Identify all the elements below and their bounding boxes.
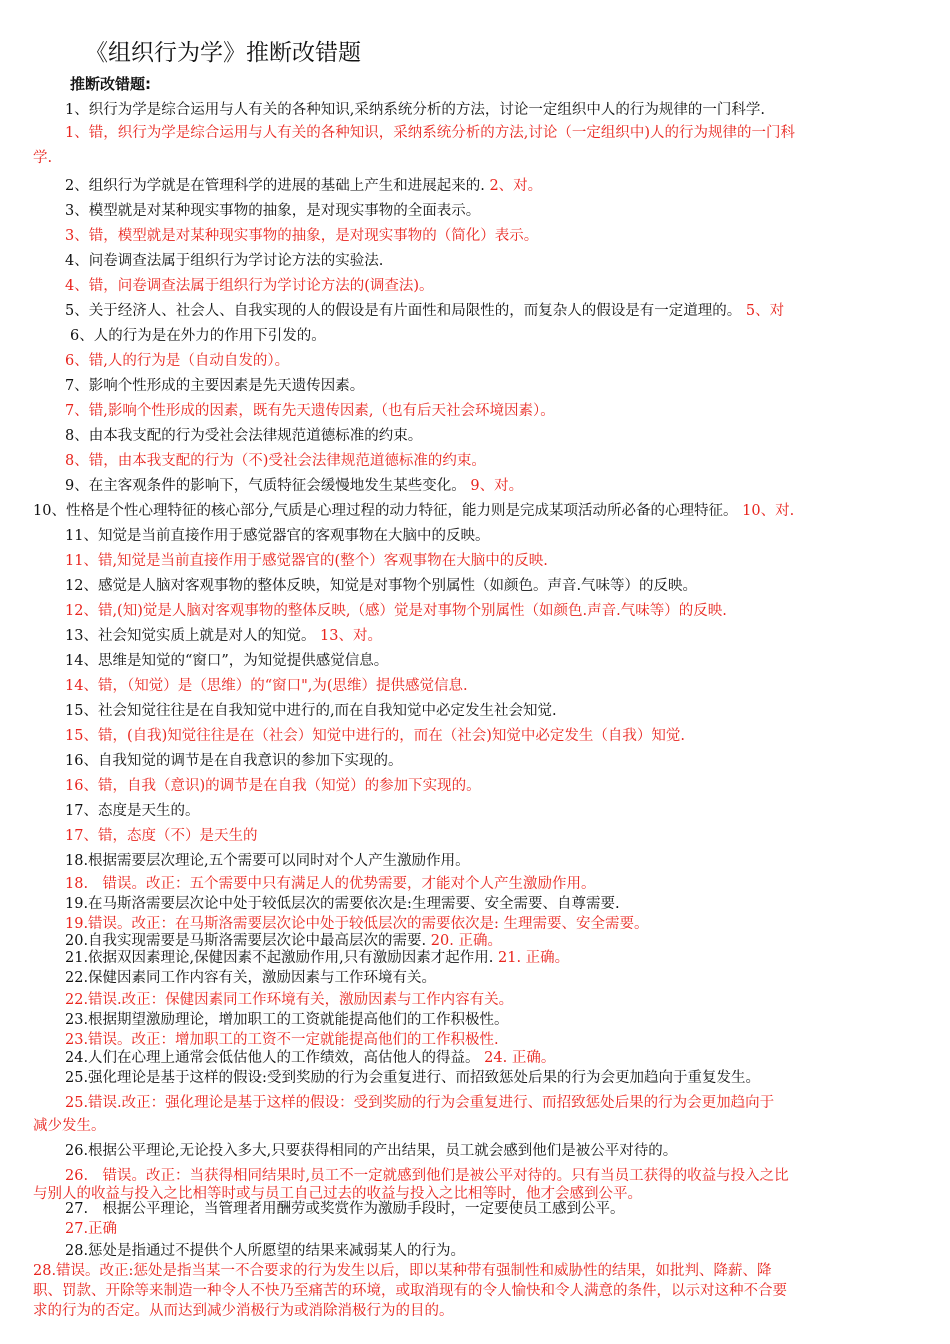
line-text: 27. 根据公平理论，当管理者用酬劳或奖赏作为激励手段时，一定要使员工感到公平。 (65, 1201, 625, 1217)
line-text: 22.保健因素同工作内容有关，激励因素与工作环境有关。 (65, 970, 437, 986)
line-text: 24.人们在心理上通常会低估他人的工作绩效，高估他人的得益。 (65, 1050, 480, 1066)
answer-line (65, 125, 795, 142)
line-text: 4、问卷调查法属于组织行为学讨论方法的实验法. (65, 253, 384, 269)
answer-line (65, 828, 257, 845)
question-line (65, 203, 480, 220)
line-text: 6、错,人的行为是（自动自发的）。 (65, 353, 290, 369)
answer-line (33, 1263, 771, 1280)
answer-line (65, 603, 727, 620)
question-line (65, 950, 569, 967)
line-text: 12、错,(知)觉是人脑对客观事物的整体反映,（感）觉是对事物个别属性（如颜色.声音.气味等）的反映. (65, 603, 727, 619)
line-text: 19.错误。改正：在马斯洛需要层次论中处于较低层次的需要依次是: 生理需要、安全需要。 (65, 916, 649, 932)
line-text: 25.强化理论是基于这样的假设:受到奖励的行为会重复进行、而招致惩处后果的行为会更加趋向于重复发生。 (65, 1070, 760, 1086)
line-text: 3、模型就是对某种现实事物的抽象，是对现实事物的全面表示。 (65, 203, 481, 219)
line-text: 7、影响个性形成的主要因素是先天遗传因素。 (65, 378, 365, 394)
question-line (65, 970, 436, 987)
line-text: 3、错，模型就是对某种现实事物的抽象，是对现实事物的（简化）表示。 (65, 228, 539, 244)
question-line (65, 803, 199, 820)
line-text: 1、织行为学是综合运用与人有关的各种知识,采纳系统分析的方法，讨论一定组织中人的行为规律的一门科学. (65, 102, 765, 118)
line-text: 与别人的收益与投入之比相等时或与员工自己过去的收益与投入之比相等时，他才会感到公平。 (33, 1186, 642, 1202)
line-text: 15、错，(自我)知觉往往是在（社会）知觉中进行的，而在（社会)知觉中必定发生（自我）知觉. (65, 728, 686, 744)
answer-line (33, 1283, 787, 1300)
answer-line (65, 1032, 499, 1049)
line-text: 8、由本我支配的行为受社会法律规范道德标准的约束。 (65, 428, 423, 444)
question-line (65, 1050, 555, 1067)
line-text: 13、社会知觉实质上就是对人的知觉。 (65, 628, 316, 644)
line-text: 28.惩处是指通过不提供个人所愿望的结果来减弱某人的行为。 (65, 1243, 466, 1259)
line-text: 15、社会知觉往往是在自我知觉中进行的,而在自我知觉中必定发生社会知觉. (65, 703, 557, 719)
inline-answer: 5、对 (741, 303, 785, 319)
line-text: 职、罚款、开除等来制造一种令人不快乃至痛苦的环境，或取消现有的令人愉快和令人满意的条件，以示对这种不合要 (33, 1283, 787, 1299)
question-line (65, 1070, 760, 1087)
line-text: 16、错，自我（意识)的调节是在自我（知觉）的参加下实现的。 (65, 778, 481, 794)
answer-line (65, 678, 468, 695)
inline-answer: 2、对。 (484, 178, 543, 194)
inline-answer: 20. 正确。 (426, 933, 502, 949)
question-line (65, 703, 557, 720)
question-line (65, 528, 489, 545)
answer-line (65, 1168, 789, 1185)
line-text: 7、错,影响个性形成的因素，既有先天遗传因素,（也有后天社会环境因素）。 (65, 403, 555, 419)
question-line (65, 1143, 677, 1160)
question-line (65, 428, 422, 445)
answer-line (65, 992, 513, 1009)
line-text: 23.根据期望激励理论，增加职工的工资就能提高他们的工作积极性。 (65, 1012, 509, 1028)
line-text: 16、自我知觉的调节是在自我意识的参加下实现的。 (65, 753, 403, 769)
line-text: 5、关于经济人、社会人、自我实现的人的假设是有片面性和局限性的，而复杂人的假设是有一定道理的。 (65, 303, 742, 319)
answer-line (65, 876, 596, 893)
question-line (65, 1243, 465, 1260)
line-text: 2、组织行为学就是在管理科学的进展的基础上产生和进展起来的. (65, 178, 485, 194)
answer-line (65, 403, 555, 420)
line-text: 1、错，织行为学是综合运用与人有关的各种知识，采纳系统分析的方法,讨论（一定组织中)人的行为规律的一门科 (65, 125, 795, 141)
line-text: 18.根据需要层次理论,五个需要可以同时对个人产生激励作用。 (65, 853, 470, 869)
question-line (65, 896, 620, 913)
line-text: 23.错误。改正：增加职工的工资不一定就能提高他们的工作积极性. (65, 1032, 499, 1048)
line-text: 14、错，（知觉）是（思维）的“窗口",为(思维）提供感觉信息. (65, 678, 468, 694)
answer-line (65, 278, 434, 295)
line-text: 21.依据双因素理论,保健因素不起激励作用,只有激励因素才起作用. (65, 950, 494, 966)
answer-line (33, 1303, 454, 1320)
question-line (65, 653, 388, 670)
line-text: 求的行为的否定。从而达到减少消极行为或消除消极行为的目的。 (33, 1303, 454, 1319)
section-heading: 推断改错题: (70, 75, 151, 93)
question-line (65, 102, 765, 119)
question-line (65, 853, 470, 870)
line-text: 学. (33, 150, 53, 166)
question-line (65, 378, 364, 395)
answer-line (65, 1221, 117, 1238)
question-line (65, 253, 383, 270)
inline-answer: 21. 正确。 (493, 950, 570, 966)
line-text: 26. 错误。改正：当获得相同结果时,员工不一定就感到他们是被公平对待的。只有当员工获得的收益与投入之比 (65, 1168, 789, 1184)
line-text: 6、人的行为是在外力的作用下引发的。 (70, 328, 326, 344)
line-text: 11、错,知觉是当前直接作用于感觉器官的(整个）客观事物在大脑中的反映. (65, 553, 548, 569)
question-line (65, 628, 382, 645)
line-text: 14、思维是知觉的“窗口”，为知觉提供感觉信息。 (65, 653, 389, 669)
line-text: 10、性格是个性心理特征的核心部分,气质是心理过程的动力特征，能力则是完成某项活动所必备的心理特征。 (33, 503, 738, 519)
line-text: 11、知觉是当前直接作用于感觉器官的客观事物在大脑中的反映。 (65, 528, 490, 544)
question-line (70, 328, 326, 345)
line-text: 17、态度是天生的。 (65, 803, 200, 819)
inline-answer: 13、对。 (315, 628, 383, 644)
question-line (65, 933, 502, 950)
answer-line (65, 453, 486, 470)
line-text: 20.自我实现需要是马斯洛需要层次论中最高层次的需要. (65, 933, 427, 949)
page-title: 《组织行为学》推断改错题 (85, 40, 361, 66)
line-text: 4、错，问卷调查法属于组织行为学讨论方法的(调查法)。 (65, 278, 434, 294)
answer-line (65, 916, 649, 933)
line-text: 9、在主客观条件的影响下，气质特征会缓慢地发生某些变化。 (65, 478, 466, 494)
answer-line (65, 553, 548, 570)
line-text: 25.错误.改正：强化理论是基于这样的假设：受到奖励的行为会重复进行、而招致惩处后果的行为会更加趋向于 (65, 1095, 775, 1111)
line-text: 27.正确 (65, 1221, 118, 1237)
inline-answer: 24. 正确。 (479, 1050, 556, 1066)
question-line (65, 478, 523, 495)
answer-line (33, 1118, 106, 1135)
line-text: 17、错，态度（不）是天生的 (65, 828, 258, 844)
inline-answer: 10、对. (737, 503, 795, 519)
question-line (65, 753, 402, 770)
question-line (33, 503, 794, 520)
answer-line (65, 778, 481, 795)
answer-line (65, 228, 538, 245)
line-text: 12、感觉是人脑对客观事物的整体反映，知觉是对事物个别属性（如颜色。声音.气味等）的反映。 (65, 578, 698, 594)
answer-line (33, 150, 52, 167)
question-line (65, 578, 697, 595)
question-line (65, 178, 542, 195)
inline-answer: 9、对。 (465, 478, 524, 494)
line-text: 19.在马斯洛需要层次论中处于较低层次的需要依次是:生理需要、安全需要、自尊需要. (65, 896, 620, 912)
line-text: 8、错，由本我支配的行为（不)受社会法律规范道德标准的约束。 (65, 453, 486, 469)
line-text: 28.错误。改正:惩处是指当某一不合要求的行为发生以后，即以某种带有强制性和威胁性的结果，如批判、降薪、降 (33, 1263, 772, 1279)
answer-line (65, 353, 289, 370)
answer-line (65, 728, 685, 745)
question-line (65, 303, 784, 320)
line-text: 减少发生。 (33, 1118, 106, 1134)
question-line (65, 1012, 509, 1029)
answer-line (65, 1095, 774, 1112)
line-text: 26.根据公平理论,无论投入多大,只要获得相同的产出结果，员工就会感到他们是被公平对待的。 (65, 1143, 678, 1159)
line-text: 22.错误.改正：保健因素同工作环境有关，激励因素与工作内容有关。 (65, 992, 514, 1008)
line-text: 18. 错误。改正：五个需要中只有满足人的优势需要，才能对个人产生激励作用。 (65, 876, 596, 892)
question-line (65, 1201, 625, 1218)
